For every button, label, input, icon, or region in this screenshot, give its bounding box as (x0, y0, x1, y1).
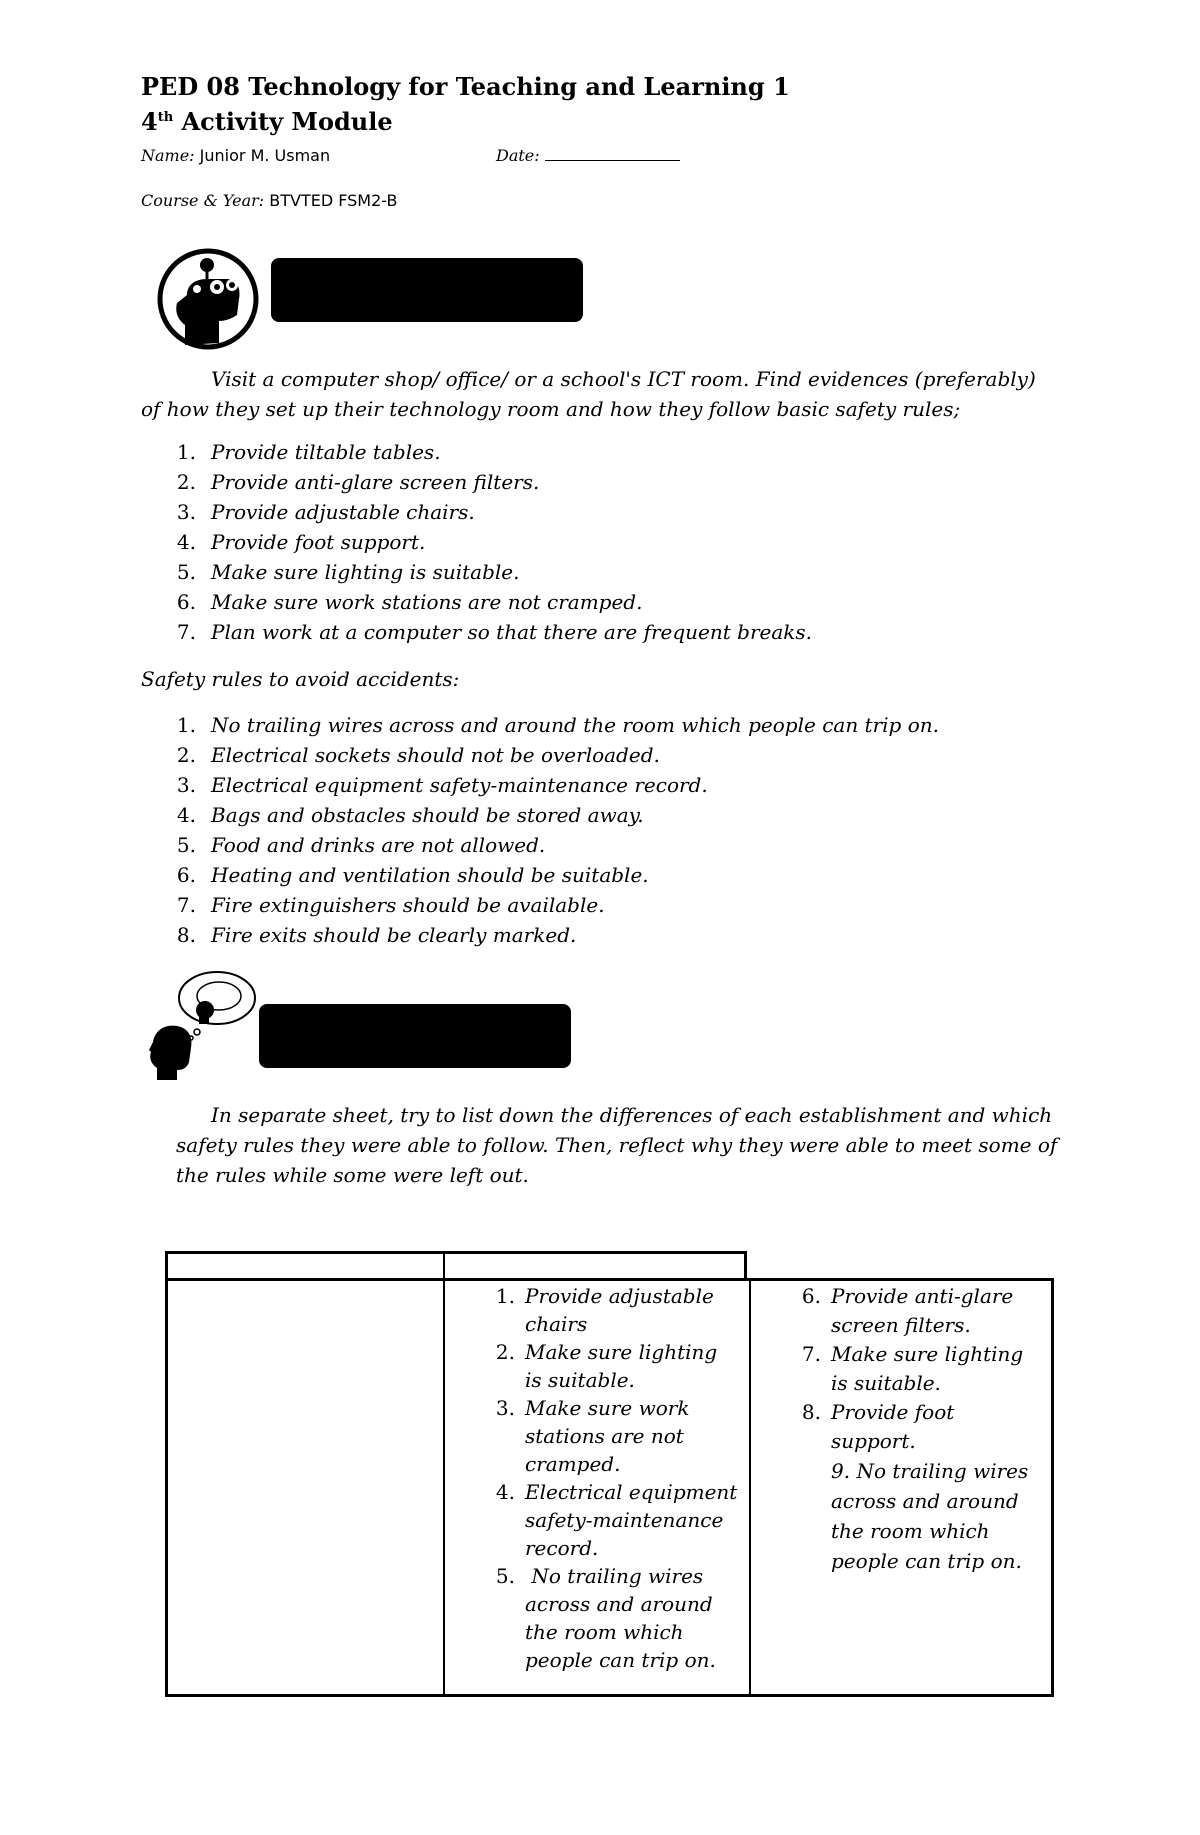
section-banner-1 (271, 258, 583, 322)
list-item: 5. Make sure lighting is suitable. (176, 560, 520, 584)
list-item: 6. Provide anti-glare screen filters. (801, 1284, 1014, 1337)
list-item: 4. Bags and obstacles should be stored away. (176, 803, 644, 827)
list-item: 4. Electrical equipment safety-maintenance record. (495, 1480, 738, 1560)
course-field: Course & Year: BTVTED FSM2-B (141, 191, 398, 210)
section2-instructions: In separate sheet, try to list down the differences of each establishment and which safety rules they were able to follow. Then, reflect why they were able to meet some of the rules while some were left out. (176, 1103, 1058, 1187)
thinking-head-icon (147, 970, 259, 1082)
list-item: 2. Provide anti-glare screen filters. (176, 470, 540, 494)
date-blank[interactable] (545, 146, 680, 161)
list-item: 5. No trailing wires across and around the room which people can trip on. (495, 1564, 720, 1672)
table-border (749, 1278, 751, 1697)
list-item: 2. Make sure lighting is suitable. (495, 1340, 718, 1392)
list-item: 6. Heating and ventilation should be suitable. (176, 863, 649, 887)
list-item: 5. Food and drinks are not allowed. (176, 833, 546, 857)
safety-list (141, 710, 939, 950)
table-border (165, 1251, 746, 1254)
list-item: 6. Make sure work stations are not cramped. (176, 590, 643, 614)
table-border (165, 1251, 168, 1697)
list-item: 2. Electrical sockets should not be overloaded. (176, 743, 660, 767)
list-item: 7. Fire extinguishers should be available. (176, 893, 605, 917)
head-gears-icon (155, 245, 265, 353)
table-border (165, 1694, 1054, 1697)
list-item: 9. No trailing wires across and around the room which people can trip on. (831, 1459, 1029, 1573)
list-item: 1. No trailing wires across and around the room which people can trip on. (176, 713, 939, 737)
table-border (165, 1278, 1054, 1281)
safety-heading: Safety rules to avoid accidents: (141, 667, 460, 691)
list-item: 1. Provide tiltable tables. (176, 440, 441, 464)
list-item: 3. Provide adjustable chairs. (176, 500, 475, 524)
section1-intro: Visit a computer shop/ office/ or a school's ICT room. Find evidences (preferably) of how they set up their technology room and how they follow basic safety rules; (141, 367, 1036, 421)
list-item: 8. Provide foot support. (801, 1400, 955, 1453)
list-item: 4. Provide foot support. (176, 530, 426, 554)
name-field: Name: Junior M. Usman (141, 146, 331, 165)
list-item: 3. Make sure work stations are not cramped. (495, 1396, 690, 1476)
table-cell (795, 1282, 1045, 1576)
table-border (744, 1251, 747, 1281)
list-item: 7. Plan work at a computer so that there are frequent breaks. (176, 620, 813, 644)
document-title: PED 08 Technology for Teaching and Learning 1 (141, 72, 790, 101)
date-field: Date: (496, 146, 680, 165)
list-item: 1. Provide adjustable chairs (495, 1284, 714, 1336)
table-border (1051, 1278, 1054, 1697)
setup-list (141, 437, 812, 647)
list-item: 8. Fire exits should be clearly marked. (176, 923, 577, 947)
table-cell (489, 1282, 739, 1674)
module-title: 4th Activity Module (141, 107, 393, 136)
table-border (443, 1251, 445, 1697)
section-banner-2 (259, 1004, 571, 1068)
list-item: 7. Make sure lighting is suitable. (801, 1342, 1024, 1395)
list-item: 3. Electrical equipment safety-maintenance record. (176, 773, 708, 797)
